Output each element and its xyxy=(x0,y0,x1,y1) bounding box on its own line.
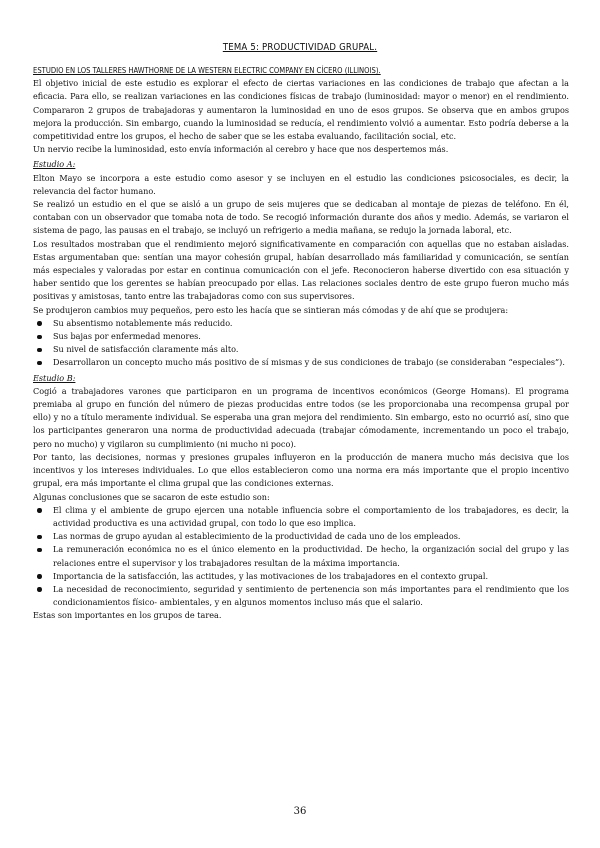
intro-paragraph-1: El objetivo inicial de este estudio es explorar el efecto de ciertas variaciones en las condiciones de trabajo que afectan a la eficacia. Para ello, se realizan variaciones en las condiciones físicas de trabajo (luminosidad: mayor o menor) en el rendimiento. Compararon 2 grupos de trabajadoras y aumentaron la luminosidad en uno de esos grupos. Se observa que en ambos grupos mejora la producción. Sin embargo, cuando la luminosidad se reducía, el rendimiento volvió a aumentar. Esto podría deberse a la competitividad entre los grupos, el hecho de saber que se les estaba evaluando, facilitación social, etc. xyxy=(33,78,569,142)
bullet-item: Sus bajas por enfermedad menores. xyxy=(33,330,569,343)
closing-paragraph: Estas son importantes en los grupos de tarea. xyxy=(33,610,222,621)
section-heading: ESTUDIO EN LOS TALLERES HAWTHORNE DE LA WESTERN ELECTRIC COMPANY EN CÍCERO (ILLINOIS). xyxy=(33,66,381,75)
estudio-a-paragraph-3: Los resultados mostraban que el rendimiento mejoró significativamente en comparación con aquellas que no estaban aisladas. Estas argumentaban que: sentían una mayor cohesión grupal, habían desarrollado más familiaridad y comunicación, se sentían más especiales y valoradas por estar en continua comunicación con el jefe. Reconocieron haberse divertido con esa situación y haber sentido que los gerentes se habían preocupado por ellas. Las relaciones sociales dentro de este grupo fueron mucho más positivas y amistosas, tanto entre las trabajadoras como con sus supervisores. xyxy=(33,238,569,302)
estudio-a-bullet-list xyxy=(33,317,569,370)
estudio-a-paragraph-2: Se realizó un estudio en el que se aisló a un grupo de seis mujeres que se dedicaban al montaje de piezas de teléfono. En él, contaban con un observador que tomaba nota de todo. Se recogió información durante dos años y medio. Además, se variaron el sistema de pago, las pausas en el trabajo, se incluyó un refrigerio a media mañana, se redujo la jornada laboral, etc. xyxy=(33,199,569,236)
bullet-item: Su nivel de satisfacción claramente más alto. xyxy=(33,343,569,356)
document-body xyxy=(33,64,569,623)
intro-paragraph-2: Un nervio recibe la luminosidad, esto envía información al cerebro y hace que nos despertemos más. xyxy=(33,144,449,155)
estudio-a-paragraph-4: Se produjeron cambios muy pequeños, pero esto les hacía que se sintieran más cómodas y de ahí que se produjera: xyxy=(33,304,509,315)
page-number: 36 xyxy=(293,806,307,817)
bullet-item: Importancia de la satisfacción, las actitudes, y las motivaciones de los trabajadores en el contexto grupal. xyxy=(33,570,569,583)
estudio-b-paragraph-1: Cogió a trabajadores varones que participaron en un programa de incentivos económicos (George Homans). El programa premiaba al grupo en función del número de piezas producidas entre todos (se les proporcionaba una recompensa grupal por ello) y no a título meramente individual. Se esperaba una gran mejora del rendimiento. Sin embargo, esto no ocurrió así, sino que los participantes generaron una norma de productividad adecuada (trabajar cómodamente, incrementando un poco el trabajo, pero no mucho) y vigilaron su cumplimiento (ni mucho ni poco). xyxy=(33,385,569,449)
estudio-b-bullet-list xyxy=(33,504,569,610)
bullet-item: El clima y el ambiente de grupo ejercen una notable influencia sobre el comportamiento de los trabajadores, es decir, la actividad productiva es una actividad grupal, con todo lo que eso implica. xyxy=(33,504,569,530)
bullet-item: Su absentismo notablemente más reducido. xyxy=(33,317,569,330)
bullet-item: La necesidad de reconocimiento, seguridad y sentimiento de pertenencia son más importantes para el rendimiento que los condicionamientos físico- ambientales, y en algunos momentos incluso más que el salario. xyxy=(33,583,569,609)
estudio-a-paragraph-1: Elton Mayo se incorpora a este estudio como asesor y se incluyen en el estudio las condiciones psicosociales, es decir, la relevancia del factor humano. xyxy=(33,172,569,196)
estudio-b-label: Estudio B: xyxy=(33,372,76,383)
estudio-a-label: Estudio A: xyxy=(33,159,76,170)
bullet-item: La remuneración económica no es el único elemento en la productividad. De hecho, la organización social del grupo y las relaciones entre el supervisor y los trabajadores resultan de la máxima importancia. xyxy=(33,543,569,569)
estudio-b-paragraph-2: Por tanto, las decisiones, normas y presiones grupales influyeron en la producción de manera mucho más decisiva que los incentivos y los intereses individuales. Lo que ellos establecieron como una norma era más importante que el propio incentivo grupal, era más importante el clima grupal que las condiciones externas. xyxy=(33,451,569,489)
estudio-b-paragraph-3: Algunas conclusiones que se sacaron de este estudio son: xyxy=(33,491,270,502)
bullet-item: Desarrollaron un concepto mucho más positivo de sí mismas y de sus condiciones de trabajo (se consideraban “especiales”). xyxy=(33,356,569,369)
bullet-item: Las normas de grupo ayudan al establecimiento de la productividad de cada uno de los empleados. xyxy=(33,530,569,543)
page-title: TEMA 5: PRODUCTIVIDAD GRUPAL. xyxy=(222,42,378,53)
